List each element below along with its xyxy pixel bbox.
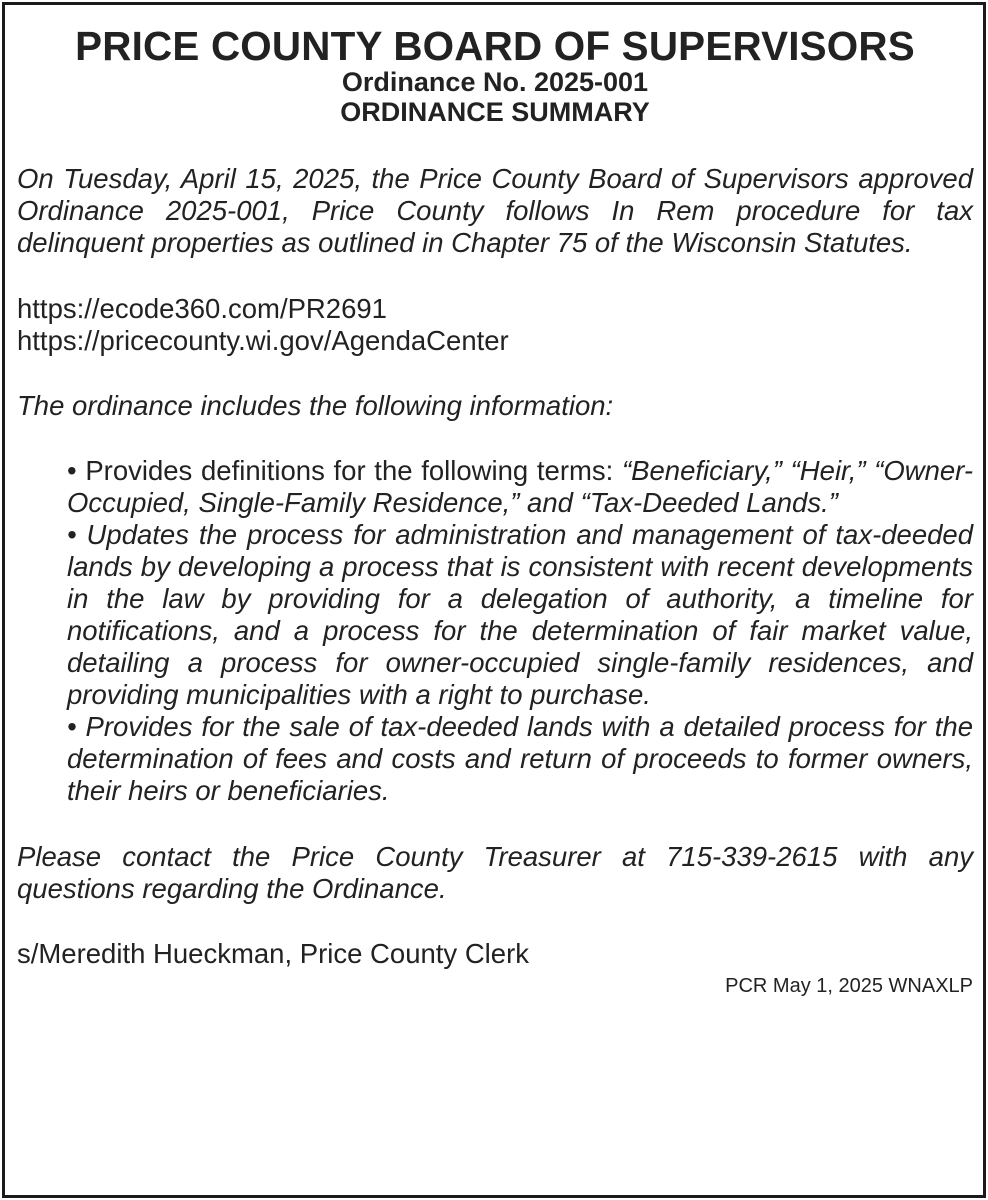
- link-agenda-center[interactable]: https://pricecounty.wi.gov/AgendaCenter: [17, 325, 509, 356]
- ordinance-number: Ordinance No. 2025-001: [341, 67, 649, 97]
- list-item-definitions-terms: “Beneficiary,” “Heir,” “Owner-Occupied, Single-Family Residence,” and “Tax-Deeded Lands.”: [67, 455, 974, 518]
- link-ecode360[interactable]: https://ecode360.com/PR2691: [17, 293, 387, 324]
- intro-paragraph: On Tuesday, April 15, 2025, the Price County Board of Supervisors approved Ordinance 2025-001, Price County follows In Rem procedure for tax delinquent properties as outlined in Chapter 75 of the Wisconsin Statutes.: [17, 163, 973, 258]
- clerk-signature: s/Meredith Hueckman, Price County Clerk: [17, 938, 529, 969]
- list-item-sale: • Provides for the sale of tax-deeded lands with a detailed process for the determination of fees and costs and return of proceeds to former owners, their heirs or beneficiaries.: [67, 711, 973, 806]
- list-item-definitions: [67, 455, 973, 519]
- notice-title: PRICE COUNTY BOARD OF SUPERVISORS: [75, 23, 915, 69]
- ordinance-items-list: [17, 455, 973, 807]
- publication-line: PCR May 1, 2025 WNAXLP: [725, 975, 973, 997]
- legal-notice: [2, 2, 986, 1198]
- list-item-definitions-text: • Provides definitions for the following terms:: [67, 455, 622, 486]
- contact-paragraph: Please contact the Price County Treasurer at 715-339-2615 with any questions regarding the Ordinance.: [17, 841, 973, 904]
- notice-subtitle: ORDINANCE SUMMARY: [340, 97, 650, 127]
- reference-links: [17, 293, 973, 357]
- list-item-administration: • Updates the process for administration and management of tax-deeded lands by developing a process that is consistent with recent developments in the law by providing for a delegation of authority, a timeline for notifications, and a process for the determination of fair market value, detailing a process for owner-occupied single-family residences, and providing municipalities with a right to purchase.: [67, 519, 973, 710]
- list-intro: The ordinance includes the following information:: [17, 390, 614, 421]
